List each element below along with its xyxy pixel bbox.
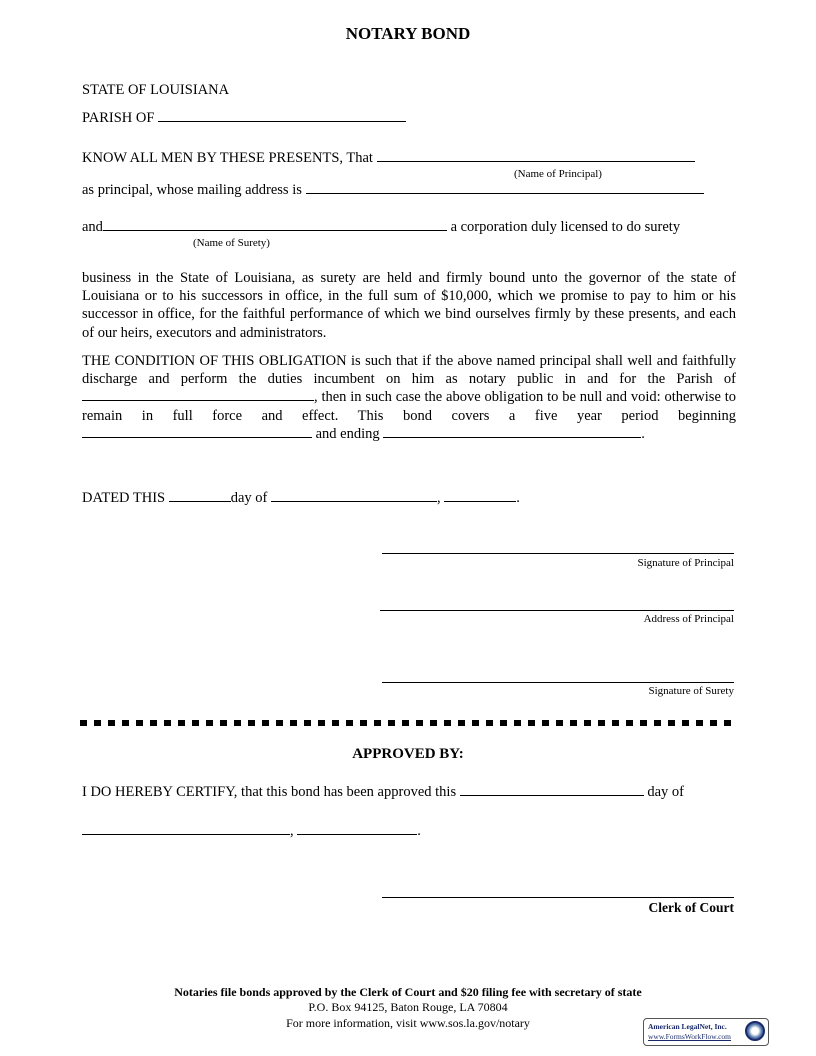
- business-paragraph: business in the State of Louisiana, as surety are held and firmly bound unto the governor of the state of Louisiana or to his successors in office, in the full sum of $10,000, which we promise to pay to him or his successor in office, for the faithful performance of which we bind ourselves firmly by these presents, and each of our heirs, executors and administrators.: [82, 270, 736, 341]
- footer-more-info: For more information, visit: [286, 1016, 417, 1030]
- as-principal-text: as principal, whose mailing address is: [82, 182, 302, 198]
- condition-text-2: , then in such case the above obligation to be null and void: otherwise to remain in full force and effect. This bond covers a five year period beginning: [82, 389, 736, 424]
- dated-year-field[interactable]: [444, 489, 516, 502]
- surety-signature-line[interactable]: [382, 682, 734, 683]
- corporation-text: a corporation duly licensed to do surety: [450, 219, 681, 235]
- american-legalnet-logo[interactable]: [643, 1018, 769, 1046]
- beginning-date-field[interactable]: [82, 425, 312, 438]
- condition-paragraph: [82, 352, 736, 443]
- state-line: STATE OF LOUISIANA: [82, 82, 230, 98]
- footer-url-link[interactable]: www.sos.la.gov/notary: [419, 1016, 530, 1030]
- condition-text-3: and ending: [315, 425, 380, 442]
- clerk-signature-line[interactable]: [382, 897, 734, 898]
- dated-day-field[interactable]: [169, 489, 231, 502]
- logo-website-link[interactable]: www.FormsWorkFlow.com: [648, 1032, 732, 1041]
- footer-line-2: P.O. Box 94125, Baton Rouge, LA 70804: [308, 1000, 508, 1014]
- parish-for-field[interactable]: [82, 388, 314, 401]
- logo-name: American LegalNet, Inc.: [648, 1022, 727, 1031]
- certify-date-row: , .: [82, 822, 421, 840]
- certify-text: I DO HEREBY CERTIFY, that this bond has been approved this: [82, 784, 457, 800]
- surety-name-caption: (Name of Surety): [193, 237, 270, 249]
- certify-row: [82, 783, 684, 801]
- condition-text-4: .: [641, 425, 645, 442]
- ending-date-field[interactable]: [383, 425, 641, 438]
- section-divider: [80, 720, 736, 726]
- certify-day-of-label: day of: [647, 784, 684, 800]
- principal-address-field[interactable]: [306, 181, 704, 194]
- principal-address-line[interactable]: [380, 610, 734, 611]
- principal-address-caption: Address of Principal: [643, 613, 734, 625]
- page-title: NOTARY BOND: [345, 24, 471, 43]
- and-label: and: [82, 219, 103, 235]
- footer-line-1: Notaries file bonds approved by the Clerk of Court and $20 filing fee with secretary of state: [174, 985, 642, 999]
- dated-month-field[interactable]: [271, 489, 437, 502]
- parish-label: PARISH OF: [82, 110, 155, 126]
- certify-month-field[interactable]: [82, 822, 290, 835]
- principal-name-field[interactable]: [377, 149, 695, 162]
- day-of-label: day of: [230, 490, 268, 506]
- principal-signature-caption: Signature of Principal: [637, 557, 734, 569]
- surety-name-field[interactable]: [103, 218, 447, 231]
- certify-day-field[interactable]: [460, 783, 644, 796]
- parish-field[interactable]: [158, 109, 406, 122]
- dated-this-label: DATED THIS: [82, 490, 166, 506]
- certify-year-field[interactable]: [297, 822, 417, 835]
- condition-text-1: THE CONDITION OF THIS OBLIGATION is such that if the above named principal shall well and faithfully discharge and perform the duties incumbent on him as notary public in and for the Parish of: [82, 353, 736, 388]
- principal-name-caption: (Name of Principal): [514, 168, 602, 180]
- address-row: [82, 181, 704, 199]
- dated-row: DATED THIS day of , .: [82, 490, 520, 506]
- know-all-text: KNOW ALL MEN BY THESE PRESENTS, That: [82, 150, 373, 166]
- surety-row: [82, 218, 680, 236]
- parish-row: [82, 109, 406, 127]
- globe-icon: [745, 1021, 765, 1041]
- surety-signature-caption: Signature of Surety: [648, 685, 734, 697]
- know-all-row: [82, 149, 695, 167]
- clerk-of-court-caption: Clerk of Court: [648, 900, 734, 915]
- approved-by-heading: APPROVED BY:: [352, 746, 464, 762]
- principal-signature-line[interactable]: [382, 553, 734, 554]
